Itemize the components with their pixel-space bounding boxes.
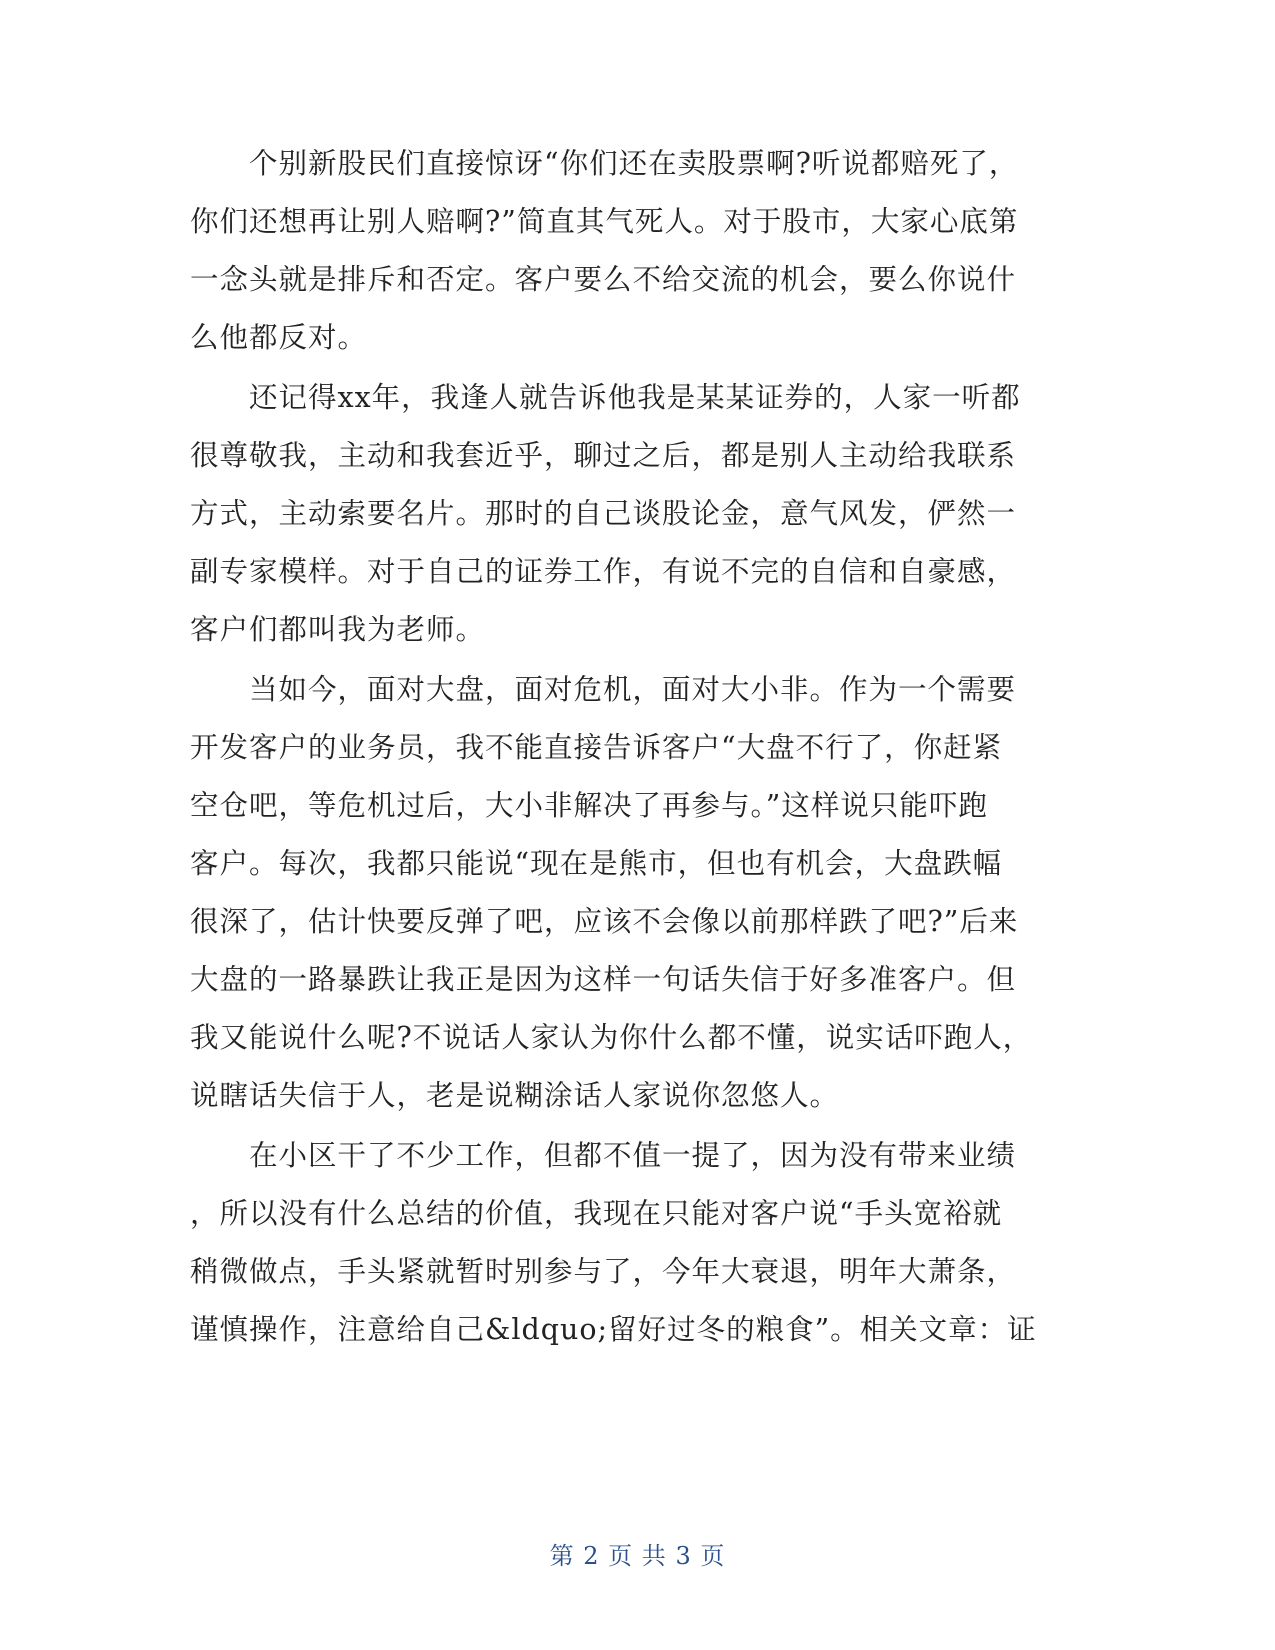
- text-line: 客户。每次，我都只能说“现在是熊市，但也有机会，大盘跌幅: [190, 847, 1003, 880]
- text-line: 客户们都叫我为老师。: [190, 613, 486, 646]
- text-line: 稍微做点，手头紧就暂时别参与了，今年大衰退，明年大萧条，: [190, 1255, 1017, 1288]
- text-line: 副专家模样。对于自己的证券工作，有说不完的自信和自豪感，: [190, 555, 1017, 588]
- text-line: 还记得xx年，我逢人就告诉他我是某某证券的，人家一听都: [190, 381, 1021, 414]
- text-line: 很尊敬我，主动和我套近乎，聊过之后，都是别人主动给我联系: [190, 439, 1017, 472]
- text-line: 个别新股民们直接惊讶“你们还在卖股票啊?听说都赔死了，: [190, 147, 1019, 180]
- text-line: 一念头就是排斥和否定。客户要么不给交流的机会，要么你说什: [190, 263, 1017, 296]
- text-line: 空仓吧，等危机过后，大小非解决了再参与。”这样说只能吓跑: [190, 789, 988, 822]
- text-line: 开发客户的业务员，我不能直接告诉客户“大盘不行了，你赶紧: [190, 731, 1003, 764]
- text-line: 谨慎操作，注意给自己&ldquo;留好过冬的粮食”。相关文章：证: [190, 1313, 1037, 1346]
- text-line: ，所以没有什么总结的价值，我现在只能对客户说“手头宽裕就: [190, 1197, 1003, 1230]
- text-line: 在小区干了不少工作，但都不值一提了，因为没有带来业绩: [190, 1139, 1017, 1172]
- text-line: 方式，主动索要名片。那时的自己谈股论金，意气风发，俨然一: [190, 497, 1017, 530]
- text-line: 你们还想再让别人赔啊?”简直其气死人。对于股市，大家心底第: [190, 205, 1019, 238]
- text-line: 大盘的一路暴跌让我正是因为这样一句话失信于好多准客户。但: [190, 963, 1017, 996]
- text-line: 当如今，面对大盘，面对危机，面对大小非。作为一个需要: [190, 673, 1017, 706]
- text-line: 说瞎话失信于人，老是说糊涂话人家说你忽悠人。: [190, 1079, 840, 1112]
- text-line: 我又能说什么呢?不说话人家认为你什么都不懂，说实话吓跑人，: [190, 1021, 1033, 1054]
- text-line: 很深了，估计快要反弹了吧，应该不会像以前那样跌了吧?”后来: [190, 905, 1019, 938]
- text-line: 么他都反对。: [190, 321, 368, 354]
- page-number-footer: 第 2 页 共 3 页: [549, 1542, 726, 1570]
